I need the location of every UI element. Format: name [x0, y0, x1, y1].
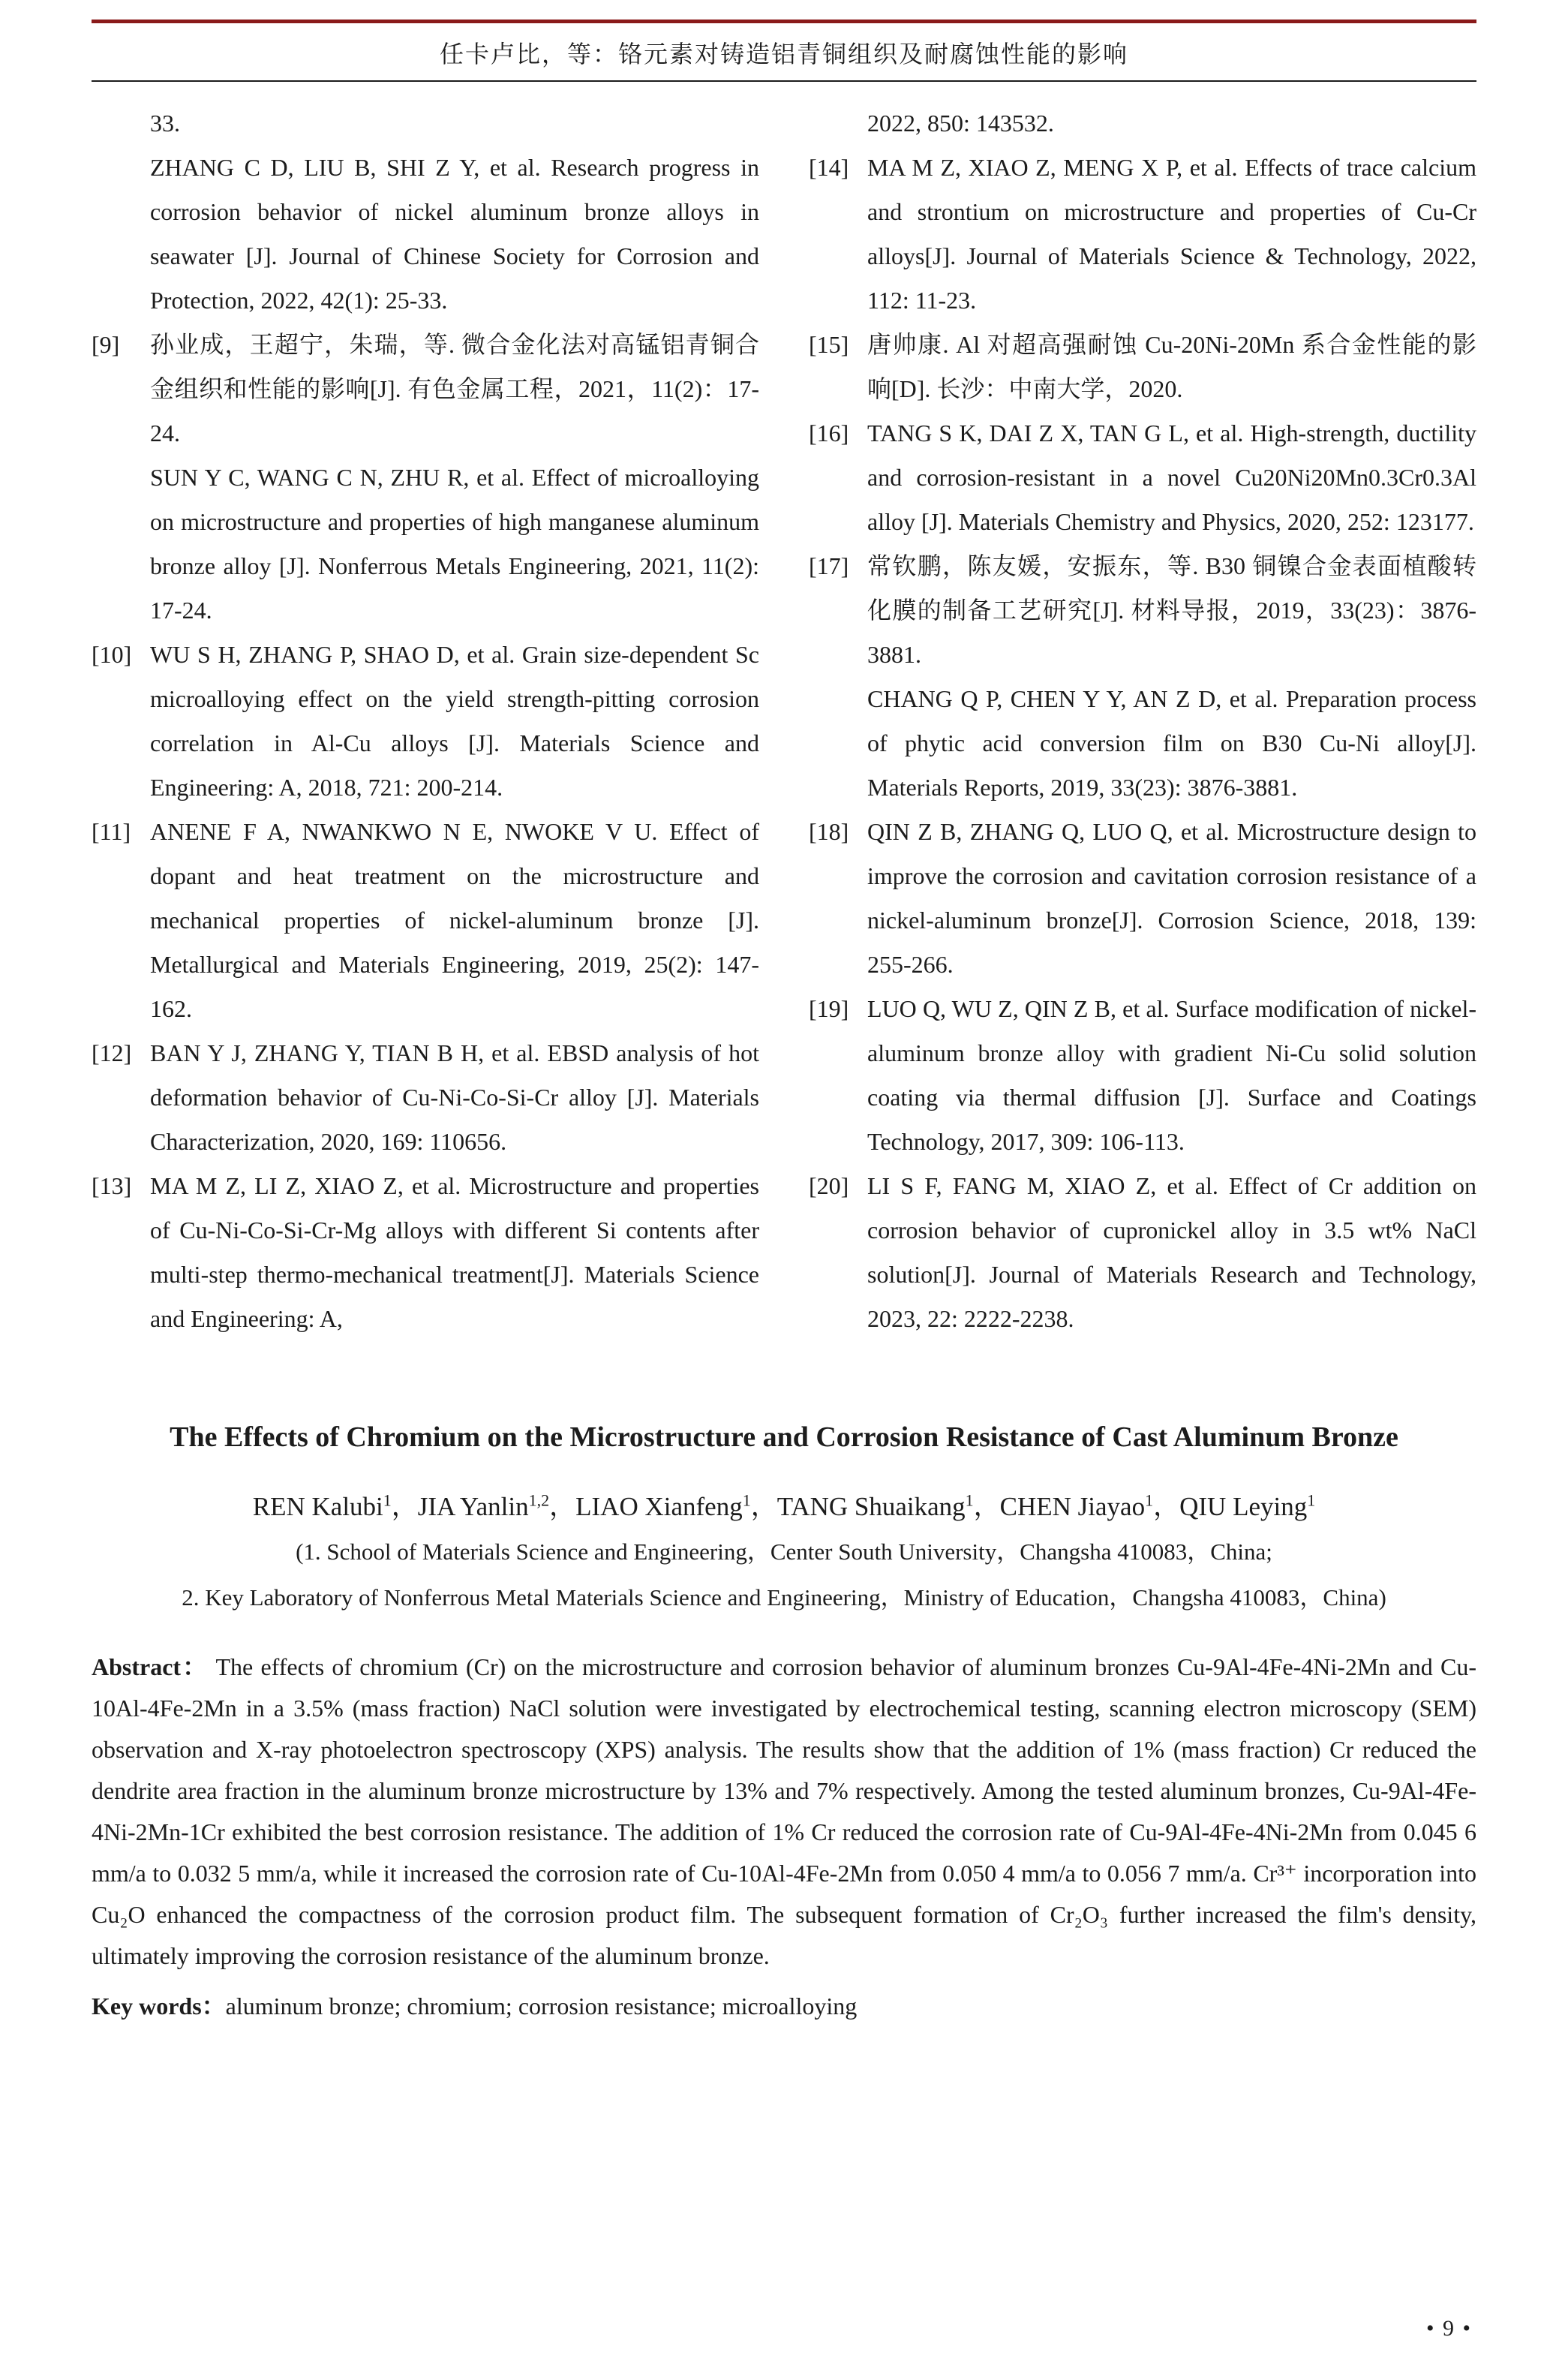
page-number: • 9 • — [1425, 2316, 1472, 2341]
reference-entry — [92, 323, 759, 456]
reference-text: QIN Z B, ZHANG Q, LUO Q, et al. Microstructure design to improve the corrosion and cavitation corrosion resistance of a nickel-aluminum bronze[J]. Corrosion Science, 2018, 139: 255-266. — [867, 818, 1476, 978]
reference-number: [18] — [809, 818, 849, 845]
reference-text: 唐帅康. Al 对超高强耐蚀 Cu-20Ni-20Mn 系合金性能的影响[D]. 长沙：中南大学，2020. — [867, 331, 1476, 402]
abstract-label: Abstract： — [92, 1653, 209, 1681]
affiliation-line-2: 2. Key Laboratory of Nonferrous Metal Materials Science and Engineering，Ministry of Education，Changsha 410083，China) — [182, 1584, 1386, 1611]
running-header: 任卡卢比，等：铬元素对铸造铝青铜组织及耐腐蚀性能的影响 — [439, 41, 1128, 68]
references-section — [92, 101, 1476, 1341]
reference-number: [15] — [809, 331, 849, 358]
english-title-section — [92, 1419, 1476, 2027]
author-affiliation-superscript: 1 — [965, 1490, 974, 1510]
reference-number: [12] — [92, 1039, 132, 1066]
author-affiliation-superscript: 1 — [383, 1490, 392, 1510]
author-affiliation-superscript: 1 — [1307, 1490, 1316, 1510]
reference-entry — [809, 323, 1476, 411]
article-title-english: The Effects of Chromium on the Microstructure and Corrosion Resistance of Cast Aluminum Bronze — [170, 1421, 1398, 1453]
reference-entry — [809, 987, 1476, 1164]
abstract-text: The effects of chromium (Cr) on the microstructure and corrosion behavior of aluminum bronzes Cu-9Al-4Fe-4Ni-2Mn and Cu-10Al-4Fe-2Mn in a 3.5% (mass fraction) NaCl solution were investigated by electrochemical testing, scanning electron microscopy (SEM) observation and X-ray photoelectron spectroscopy (XPS) analysis. The results show that the addition of 1% (mass fraction) Cr reduced the dendrite area fraction in the aluminum bronze microstructure by 13% and 7% respectively. Among the tested aluminum bronzes, Cu-9Al-4Fe-4Ni-2Mn-1Cr exhibited the best corrosion resistance. The addition of 1% Cr reduced the corrosion rate of Cu-9Al-4Fe-4Ni-2Mn from 0.045 6 mm/a to 0.032 5 mm/a, while it increased the corrosion rate of Cu-10Al-4Fe-2Mn from 0.050 4 mm/a to 0.056 7 mm/a. Cr³⁺ incorporation into Cu₂O enhanced the compactness of the corrosion product film. The subsequent formation of Cr₂O₃ further increased the film's density, ultimately improving the corrosion resistance of the aluminum bronze. — [92, 1653, 1476, 1970]
reference-entry — [809, 544, 1476, 677]
reference-number: [19] — [809, 995, 849, 1022]
reference-entry — [809, 810, 1476, 987]
author-name: QIU Leying$^1$ — [1179, 1490, 1316, 1522]
reference-number: [13] — [92, 1172, 132, 1199]
keywords-line — [92, 1986, 1476, 2027]
reference-text: LUO Q, WU Z, QIN Z B, et al. Surface modification of nickel-aluminum bronze alloy with gradient Ni-Cu solid solution coating via thermal diffusion [J]. Surface and Coatings Technology, 2017, 309: 106-113. — [867, 995, 1476, 1155]
reference-text: WU S H, ZHANG P, SHAO D, et al. Grain size-dependent Sc microalloying effect on the yield strength-pitting corrosion correlation in Al-Cu alloys [J]. Materials Science and Engineering: A, 2018, 721: 200-214. — [150, 641, 759, 801]
author-name: REN Kalubi$^1$ — [252, 1490, 392, 1522]
keywords-text: aluminum bronze; chromium; corrosion resistance; microalloying — [225, 1993, 858, 2020]
reference-number: [9] — [92, 331, 120, 358]
reference-text: ANENE F A, NWANKWO N E, NWOKE V U. Effect of dopant and heat treatment on the microstructure and mechanical properties of nickel-aluminum bronze [J]. Metallurgical and Materials Engineering, 2019, 25(2): 147-162. — [150, 818, 759, 1022]
reference-entry — [92, 810, 759, 1031]
reference-entry — [92, 146, 759, 323]
keywords-label: Key words： — [92, 1993, 226, 2020]
reference-number: [11] — [92, 818, 131, 845]
author-affiliation-superscript: 1 — [1145, 1490, 1154, 1510]
author-affiliation-superscript: 1 — [742, 1490, 751, 1510]
reference-entry — [809, 1164, 1476, 1341]
reference-text: 33. — [150, 110, 180, 137]
reference-entry — [92, 456, 759, 633]
reference-entry — [92, 633, 759, 810]
reference-text: 2022, 850: 143532. — [867, 110, 1054, 137]
reference-text: TANG S K, DAI Z X, TAN G L, et al. High-strength, ductility and corrosion-resistant in a novel Cu20Ni20Mn0.3Cr0.3Al alloy [J]. Materials Chemistry and Physics, 2020, 252: 123177. — [867, 420, 1476, 535]
reference-number: [10] — [92, 641, 132, 668]
reference-text: MA M Z, XIAO Z, MENG X P, et al. Effects of trace calcium and strontium on microstructure and properties of Cu-Cr alloys[J]. Journal of Materials Science & Technology, 2022, 112: 11-23. — [867, 154, 1476, 314]
author-name: TANG Shuaikang$^1$ — [776, 1490, 974, 1522]
reference-text: ZHANG C D, LIU B, SHI Z Y, et al. Research progress in corrosion behavior of nickel aluminum bronze alloys in seawater [J]. Journal of Chinese Society for Corrosion and Protection, 2022, 42(1): 25-33. — [150, 154, 759, 314]
reference-entry — [92, 1164, 759, 1341]
references-left-column — [92, 101, 759, 1341]
reference-text: BAN Y J, ZHANG Y, TIAN B H, et al. EBSD analysis of hot deformation behavior of Cu-Ni-Co-Si-Cr alloy [J]. Materials Characterization, 2020, 169: 110656. — [150, 1039, 759, 1155]
reference-entry — [92, 1031, 759, 1164]
reference-entry — [92, 101, 759, 146]
reference-text: SUN Y C, WANG C N, ZHU R, et al. Effect of microalloying on microstructure and properties of high manganese aluminum bronze alloy [J]. Nonferrous Metals Engineering, 2021, 11(2): 17-24. — [150, 464, 759, 624]
reference-number: [16] — [809, 420, 849, 447]
reference-number: [14] — [809, 154, 849, 181]
reference-entry — [809, 101, 1476, 146]
reference-number: [20] — [809, 1172, 849, 1199]
reference-text: 孙业成，王超宁，朱瑞，等. 微合金化法对高锰铝青铜合金组织和性能的影响[J]. 有色金属工程，2021，11(2)：17-24. — [150, 331, 759, 447]
reference-entry — [809, 411, 1476, 544]
reference-text: 常钦鹏，陈友媛，安振东，等. B30 铜镍合金表面植酸转化膜的制备工艺研究[J]. 材料导报，2019，33(23)：3876-3881. — [867, 552, 1476, 668]
authors-line: REN Kalubi$^1$，JIA Yanlin$^{1,2}$，LIAO Xianfeng$^1$，TANG Shuaikang$^1$，CHEN Jiayao$^1$，QIU Leying$^1$ — [252, 1490, 1316, 1522]
references-right-column — [809, 101, 1476, 1341]
reference-text: CHANG Q P, CHEN Y Y, AN Z D, et al. Preparation process of phytic acid conversion film on B30 Cu-Ni alloy[J]. Materials Reports, 2019, 33(23): 3876-3881. — [867, 685, 1476, 801]
author-affiliation-superscript: 1,2 — [528, 1490, 550, 1510]
reference-number: [17] — [809, 552, 849, 579]
author-name: CHEN Jiayao$^1$ — [999, 1490, 1154, 1522]
header-rule — [92, 80, 1476, 82]
author-name: JIA Yanlin$^{1,2}$ — [417, 1490, 550, 1522]
affiliation-line-1: (1. School of Materials Science and Engineering，Center South University，Changsha 410083，China; — [296, 1538, 1272, 1565]
reference-text: LI S F, FANG M, XIAO Z, et al. Effect of Cr addition on corrosion behavior of cupronickel alloy in 3.5 wt% NaCl solution[J]. Journal of Materials Research and Technology, 2023, 22: 2222-2238. — [867, 1172, 1476, 1332]
reference-entry — [809, 677, 1476, 810]
abstract-paragraph — [92, 1647, 1476, 1977]
reference-entry — [809, 146, 1476, 323]
author-name: LIAO Xianfeng$^1$ — [575, 1490, 751, 1522]
reference-text: MA M Z, LI Z, XIAO Z, et al. Microstructure and properties of Cu-Ni-Co-Si-Cr-Mg alloys with different Si contents after multi-step thermo-mechanical treatment[J]. Materials Science and Engineering: A, — [150, 1172, 759, 1332]
